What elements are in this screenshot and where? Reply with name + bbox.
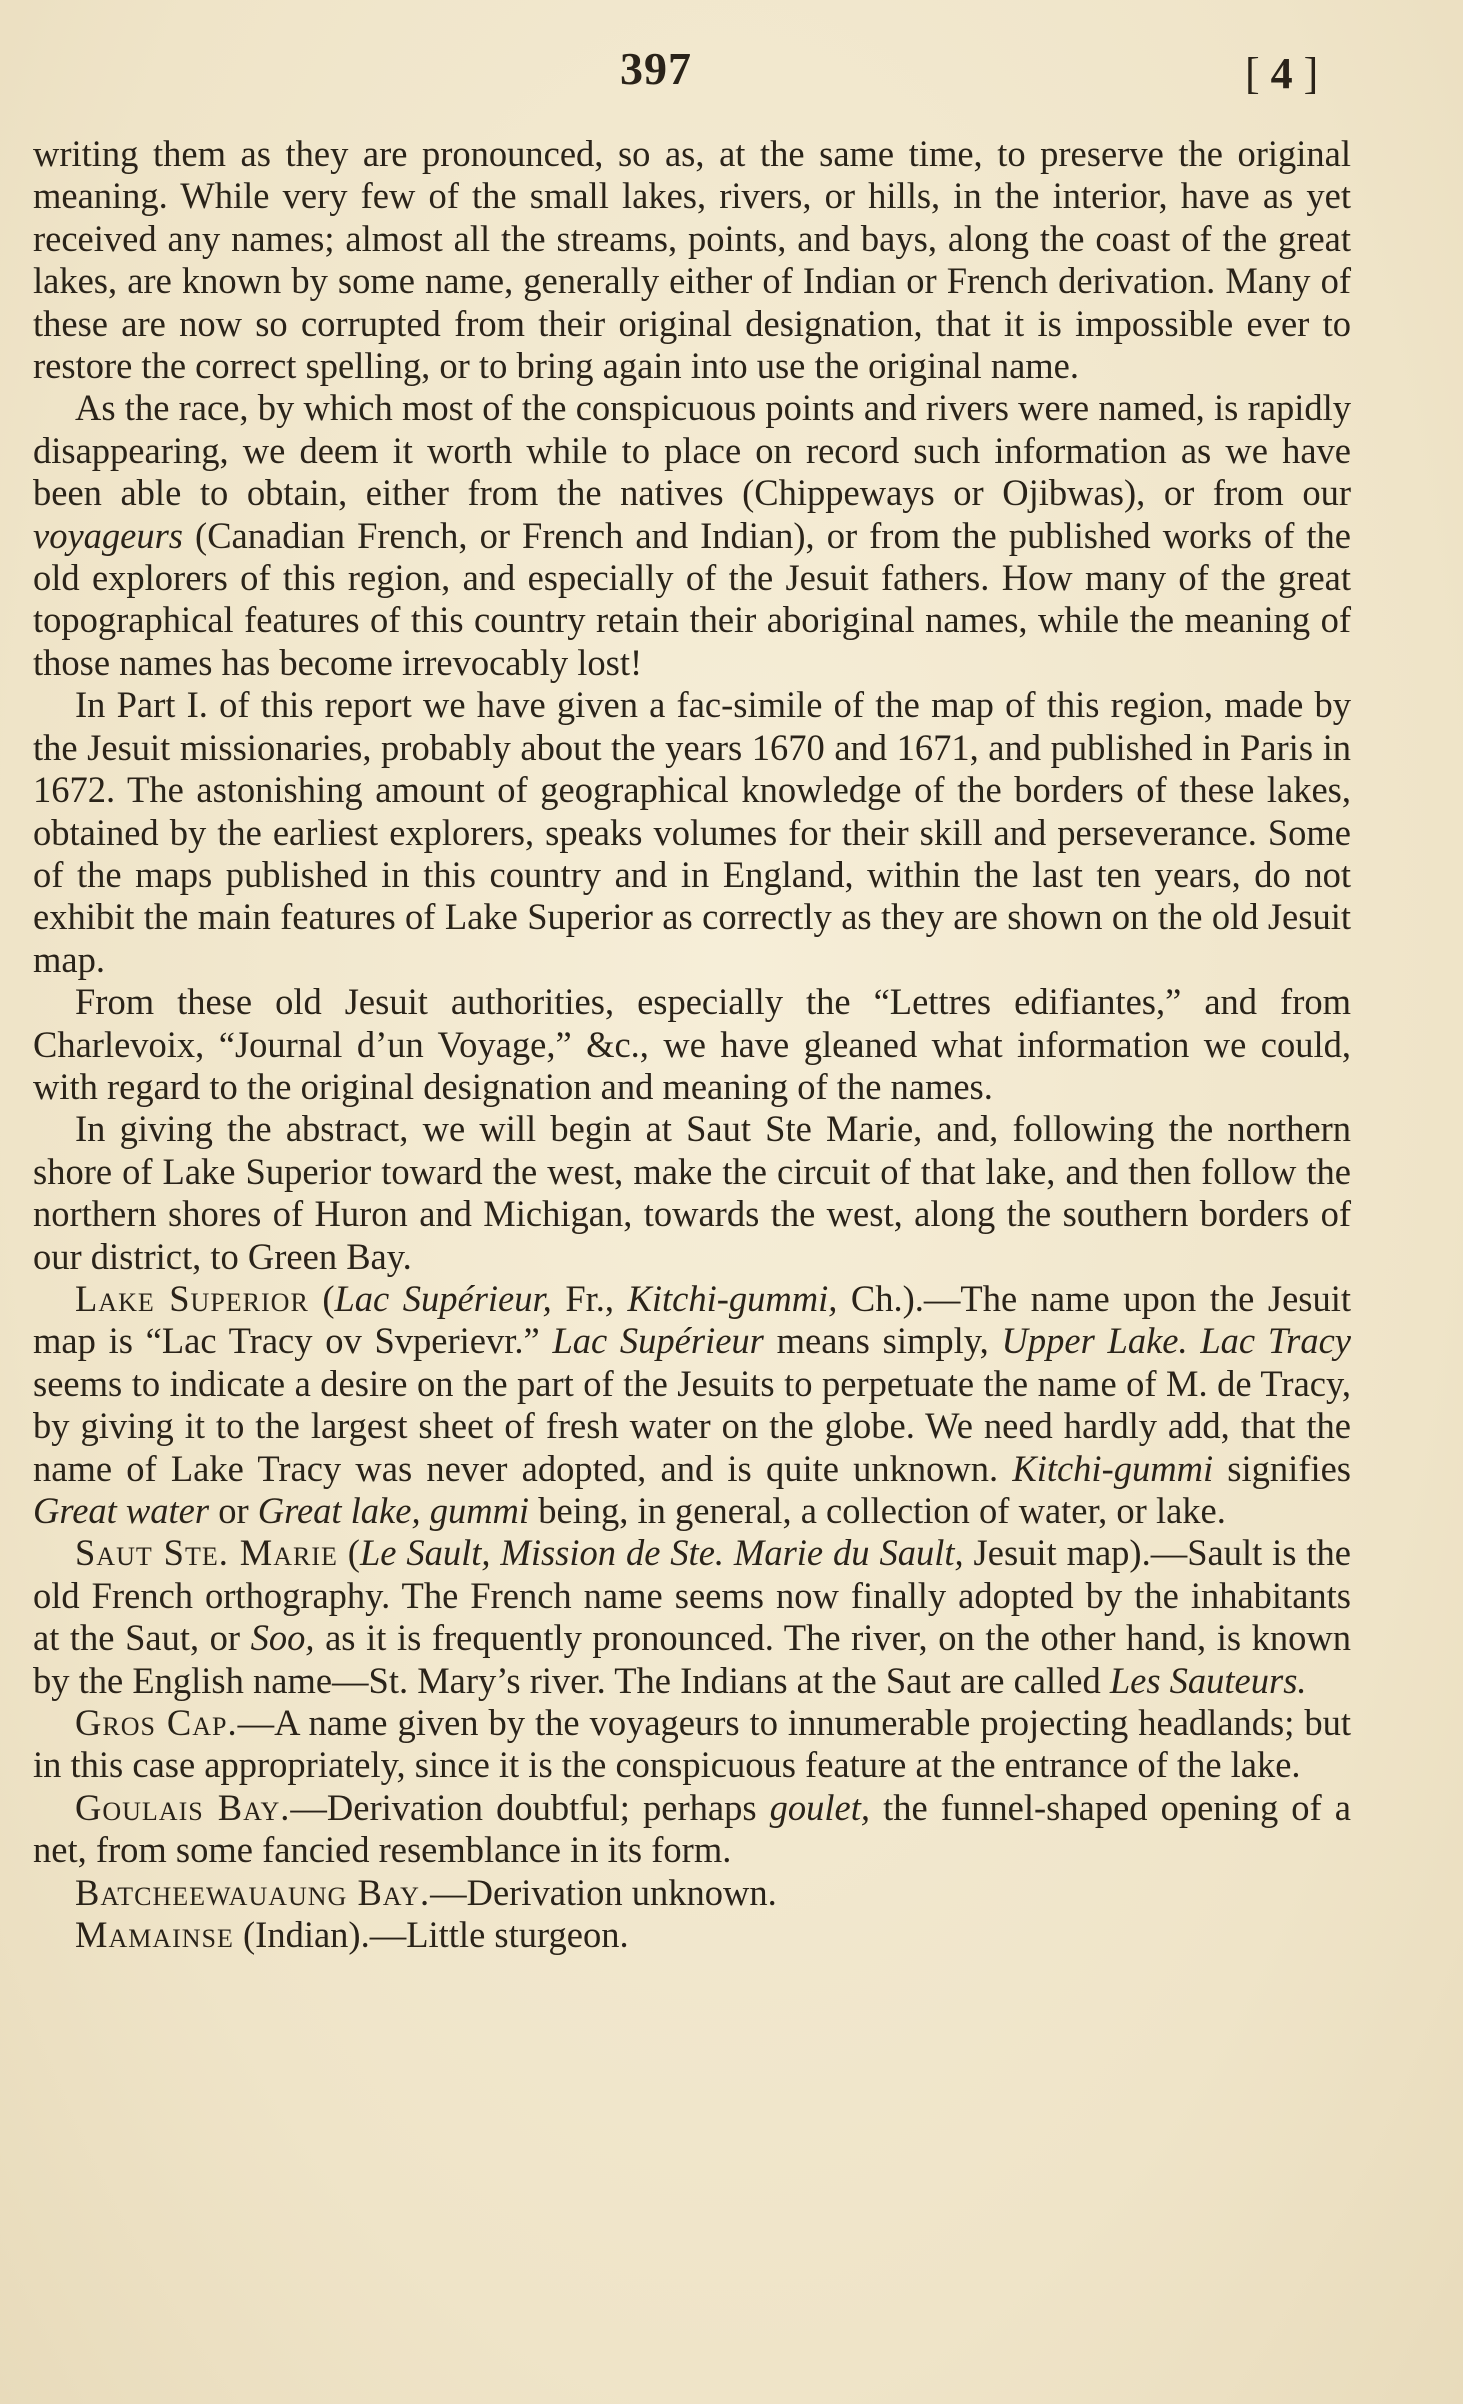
italic-term: Les Sauteurs. (1109, 1659, 1307, 1701)
body-text (33, 133, 1351, 1956)
italic-term: Great water (33, 1490, 210, 1531)
text-run: being, in general, a collection of water, or lake. (529, 1490, 1226, 1531)
italic-term: Lac Supérieur, (334, 1277, 552, 1319)
italic-term: Le Sault, Mission de Ste. Marie du Sault, (359, 1532, 964, 1574)
text-run (421, 1490, 430, 1531)
paragraph-4: From these old Jesuit authorities, especially the “Lettres edifiantes,” and from Charlevoix, “Journal d’un Voyage,” &c., we have gleaned what information we could, with regard to the original designation and meaning of the names. (33, 981, 1351, 1107)
italic-term: Soo, (250, 1617, 315, 1659)
entry-heading: Batcheewauaung Bay. (75, 1871, 431, 1913)
italic-term: voyageurs (33, 514, 184, 556)
entry-batcheewauaung-bay (33, 1872, 1351, 1914)
paragraph-2 (33, 387, 1351, 684)
text-run: Ch.).—The name upon the Jesuit map is “Lac Tracy ov Svperievr.” (33, 1277, 1352, 1362)
italic-term: Lac Tracy (1200, 1320, 1351, 1362)
paragraph-3: In Part I. of this report we have given a fac-simile of the map of this region, made by the Jesuit missionaries, probably about the years 1670 and 1671, and published in Paris in 1672. The astonishing amount of geographical knowledge of the borders of these lakes, obtained by the earliest explorers, speaks volumes for their skill and perseverance. Some of the maps published in this country and in England, within the last ten years, do not exhibit the main features of Lake Superior as correctly as they are shown on the old Jesuit map. (33, 684, 1351, 980)
italic-term: goulet, (769, 1786, 870, 1828)
italic-term: Lac Supérieur (552, 1320, 764, 1362)
text-run: Fr., (551, 1277, 628, 1319)
text-run: means simply, (763, 1320, 1002, 1362)
text-run: or (209, 1490, 258, 1531)
italic-term: gummi (429, 1490, 530, 1531)
text-run: as it is frequently pronounced. The river, on the other hand, is known by the English name—St. Mary’s river. The Indians at the Saut are called (33, 1617, 1351, 1701)
text-run: ( (337, 1532, 360, 1574)
text-run: As the race, by which most of the conspicuous points and rivers were named, is rapidly disappearing, we deem it worth while to place on record such information as we have been able to obtain, either from the natives (Chippeways or Ojibwas), or from our (33, 387, 1351, 514)
entry-heading: Gros Cap. (75, 1702, 238, 1744)
text-run: (Canadian French, or French and Indian), or from the published works of the old explorers of this region, and especially of the Jesuit fathers. How many of the great topographical features of this country retain their aboriginal names, while the meaning of those names has become irrevocably lost! (33, 514, 1351, 683)
paragraph-1: writing them as they are pronounced, so as, at the same time, to preserve the original meaning. While very few of the small lakes, rivers, or hills, in the interior, have as yet received any names; almost all the streams, points, and bays, along the coast of the great lakes, are known by some name, generally either of Indian or French derivation. Many of these are now so corrupted from their original designation, that it is impossible ever to restore the correct spelling, or to bring again into use the original name. (33, 133, 1351, 387)
italic-term: Kitchi-gummi, (627, 1277, 838, 1319)
entry-heading: Mamainse (75, 1914, 234, 1956)
page-number: 397 (620, 43, 692, 94)
text-run: signifies (1213, 1447, 1351, 1489)
text-run: ( (308, 1277, 335, 1319)
entry-heading: Goulais Bay. (75, 1786, 291, 1828)
section-mark: [ 4 ] (1245, 49, 1319, 98)
entry-lake-superior (33, 1278, 1351, 1532)
text-run: (Indian).—Little sturgeon. (233, 1914, 629, 1956)
entry-heading: Lake Superior (75, 1277, 309, 1319)
entry-mamainse (33, 1914, 1351, 1956)
italic-term: Upper Lake. (1001, 1320, 1188, 1362)
text-run: —Derivation unknown. (430, 1871, 777, 1913)
entry-saut-ste-marie (33, 1532, 1351, 1702)
text-run: —Derivation doubtful; perhaps (290, 1786, 770, 1828)
text-run: the funnel-shaped opening of a net, from some fancied resemblance in its form. (33, 1786, 1351, 1871)
text-run: Jesuit map).—Sault is the old French orthography. The French name seems now finally adopted by the inhabitants at the Saut, or (33, 1532, 1352, 1659)
paragraph-5: In giving the abstract, we will begin at Saut Ste Marie, and, following the northern shore of Lake Superior toward the west, make the circuit of that lake, and then follow the northern shores of Huron and Michigan, towards the west, along the southern borders of our district, to Green Bay. (33, 1108, 1351, 1277)
text-run: —A name given by the voyageurs to innumerable projecting headlands; but in this case appropriately, since it is the conspicuous feature at the entrance of the lake. (33, 1702, 1351, 1786)
page-header (0, 42, 1463, 112)
entry-goulais-bay (33, 1787, 1351, 1872)
italic-term: Great lake, (257, 1490, 421, 1531)
italic-term: Kitchi-gummi (1012, 1447, 1214, 1489)
entry-heading: Saut Ste. Marie (75, 1532, 338, 1574)
text-run: seems to indicate a desire on the part of the Jesuits to perpetuate the name of M. de Tracy, by giving it to the largest sheet of fresh water on the globe. We need hardly add, that the name of Lake Tracy was never adopted, and is quite unknown. (33, 1362, 1351, 1489)
entry-gros-cap (33, 1702, 1351, 1787)
section-number: 4 (1270, 49, 1293, 98)
text-run (1188, 1320, 1201, 1361)
